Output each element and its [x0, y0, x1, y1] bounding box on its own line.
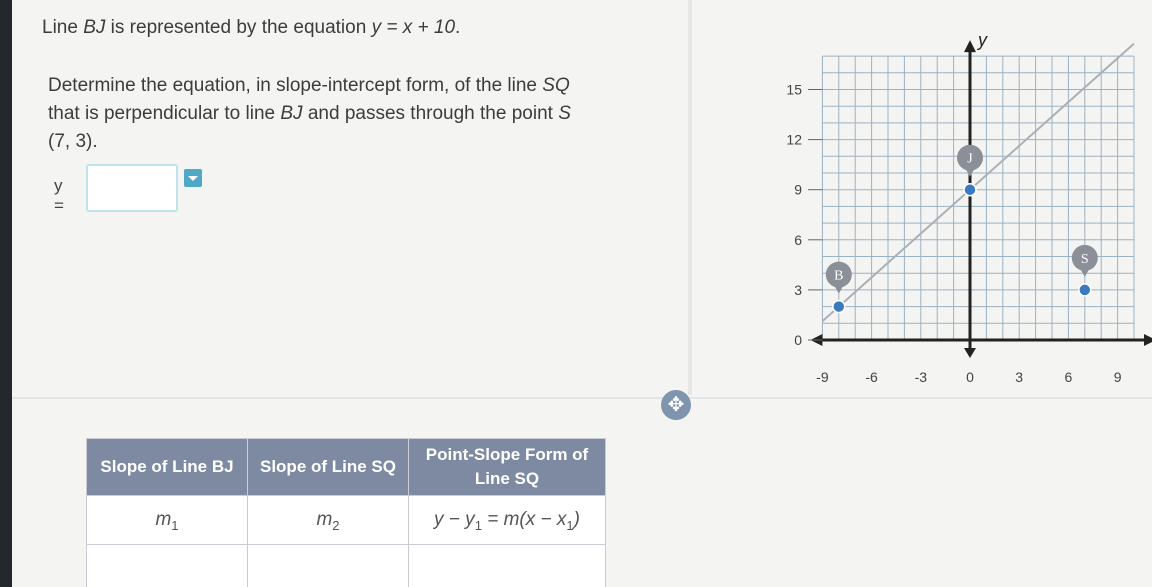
formula-part-b: = m(x − x	[481, 509, 567, 530]
formula-sub1: 1	[474, 518, 482, 533]
intro-middle: is represented by the equation	[105, 17, 372, 38]
y-tick-label: 12	[786, 131, 802, 148]
y-tick-label: 15	[786, 81, 802, 98]
header-point-slope-text: Point-Slope Form of Line SQ	[425, 445, 589, 488]
answer-cell-1[interactable]	[87, 545, 248, 587]
point-b[interactable]	[833, 301, 845, 313]
answer-dropdown-icon[interactable]	[184, 169, 202, 187]
answer-cell-3[interactable]	[409, 545, 606, 587]
task-part1: Determine the equation, in slope-intercept form, of the line	[48, 75, 543, 96]
cell-point-slope-formula	[409, 496, 606, 545]
point-label-pointer-icon	[1080, 268, 1090, 277]
line-bj	[822, 44, 1134, 322]
formula-part-a: y − y	[434, 509, 475, 530]
move-cross-icon[interactable]: ✥	[661, 390, 691, 420]
line-sq-name: SQ	[542, 75, 570, 96]
y-tick-label: 9	[794, 181, 802, 198]
y-axis-arrow-down-icon	[964, 348, 976, 358]
task-part2: that is perpendicular to line	[48, 103, 281, 124]
x-tick-label: -6	[865, 369, 878, 385]
point-coords: (7, 3).	[48, 131, 98, 152]
line-bj-name-2: BJ	[280, 103, 303, 124]
problem-task	[48, 72, 648, 156]
cell-m1	[87, 496, 248, 545]
problem-statement	[42, 14, 460, 42]
work-table	[86, 438, 606, 587]
table-header-row	[87, 439, 606, 496]
coordinate-graph	[752, 30, 1152, 390]
y-axis-arrow-icon	[964, 40, 976, 52]
m1-sub: 1	[171, 518, 179, 533]
panel-divider	[688, 0, 692, 395]
point-label-s: S	[1080, 251, 1089, 267]
header-point-slope	[409, 439, 606, 496]
m2-main: m	[316, 509, 333, 530]
line-bj-name: BJ	[83, 17, 106, 38]
formula-sub2: 1	[566, 518, 574, 533]
x-tick-label: -3	[914, 369, 928, 385]
y-tick-label: 6	[794, 231, 802, 248]
answer-cell-2[interactable]	[248, 545, 409, 587]
point-label-pointer-icon	[965, 168, 975, 177]
x-tick-label: -9	[816, 369, 829, 385]
cell-m2	[248, 496, 409, 545]
header-slope-sq: Slope of Line SQ	[248, 439, 409, 496]
point-s-name: S	[558, 103, 571, 124]
equation-bj: y = x + 10	[371, 17, 456, 38]
section-divider	[12, 397, 1152, 399]
x-tick-label: 9	[1113, 369, 1122, 385]
point-label-pointer-icon	[834, 285, 844, 294]
x-tick-label: 6	[1064, 369, 1073, 385]
x-tick-label: 3	[1015, 369, 1024, 385]
answer-input[interactable]	[86, 164, 178, 212]
answer-label: y =	[54, 176, 64, 215]
intro-suffix: .	[455, 17, 461, 38]
point-j[interactable]	[964, 184, 976, 196]
task-part3: and passes through the point	[302, 103, 559, 124]
point-s[interactable]	[1079, 284, 1091, 296]
x-tick-label: 0	[966, 369, 974, 385]
worksheet-screen	[12, 0, 1152, 587]
table-row	[87, 496, 606, 545]
m1-main: m	[155, 509, 172, 530]
point-label-b: B	[834, 268, 844, 284]
header-slope-bj: Slope of Line BJ	[87, 439, 248, 496]
formula-part-c: )	[573, 509, 580, 530]
intro-prefix: Line	[42, 17, 84, 38]
y-tick-label: 0	[794, 332, 802, 348]
point-label-j: J	[967, 151, 973, 167]
m2-sub: 2	[332, 518, 340, 533]
x-axis-arrow-icon	[1144, 334, 1152, 346]
table-row	[87, 545, 606, 587]
y-tick-label: 3	[794, 281, 802, 298]
y-axis-label: y	[978, 30, 987, 51]
